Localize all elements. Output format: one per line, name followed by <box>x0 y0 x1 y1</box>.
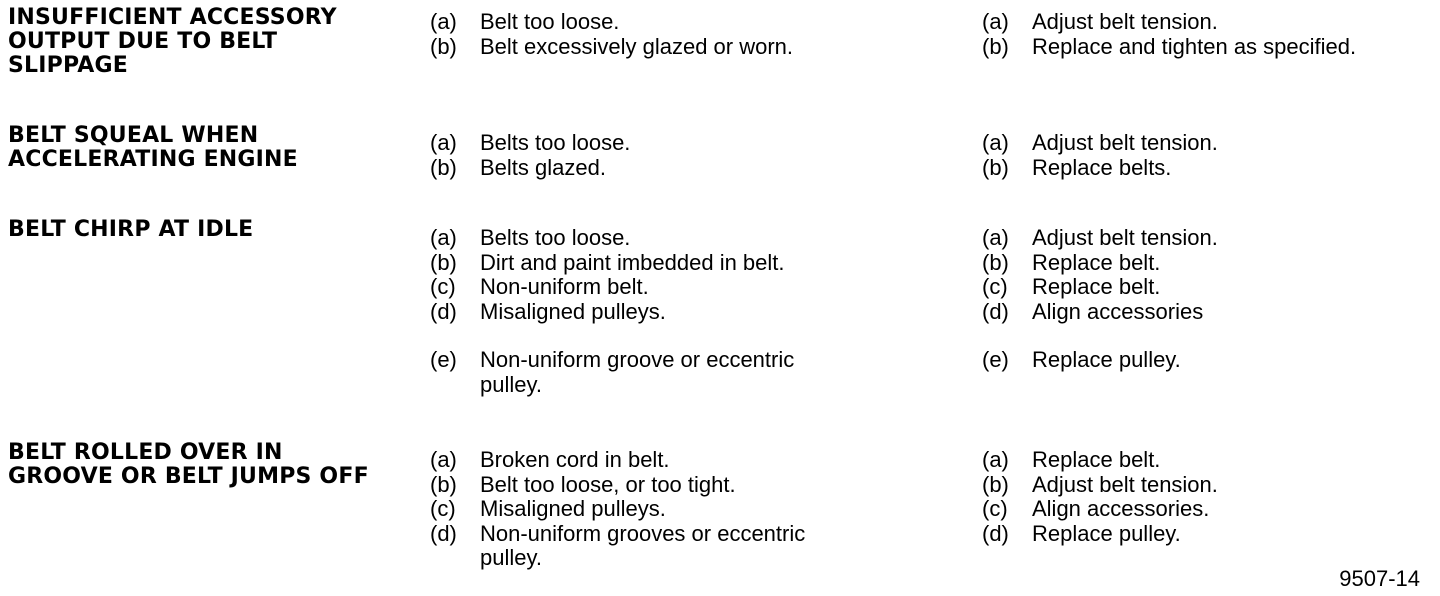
item-marker: (b) <box>430 249 457 275</box>
item-marker: (d) <box>982 298 1009 324</box>
cause-text: Broken cord in belt. <box>480 447 670 472</box>
correction-item <box>982 226 1432 251</box>
item-marker: (a) <box>982 447 1009 472</box>
cause-text: Belt too loose, or too tight. <box>480 471 736 497</box>
correction-item <box>982 300 1432 325</box>
item-marker: (a) <box>982 9 1009 34</box>
cause-item <box>430 131 950 156</box>
item-marker: (d) <box>430 298 457 324</box>
correction-text: Align accessories. <box>1032 496 1210 521</box>
correction-item <box>982 275 1432 300</box>
correction-item <box>982 251 1432 276</box>
item-marker: (d) <box>430 520 457 546</box>
cause-item <box>430 522 950 571</box>
correction-item <box>982 473 1432 498</box>
correction-item <box>982 10 1432 35</box>
correction-item <box>982 348 1432 373</box>
item-marker: (c) <box>430 274 456 299</box>
correction-text: Replace pulley. <box>1032 520 1181 546</box>
condition-heading: BELT ROLLED OVER IN GROOVE OR BELT JUMPS OFF <box>8 440 369 489</box>
correction-text: Align accessories <box>1032 298 1204 324</box>
cause-item <box>430 300 950 325</box>
correction-item <box>982 131 1432 156</box>
cause-item <box>430 348 950 397</box>
cause-text: Non-uniform groove or eccentric pulley. <box>480 347 795 397</box>
item-marker: (a) <box>430 225 457 250</box>
cause-item <box>430 251 950 276</box>
cause-item <box>430 275 950 300</box>
correction-text: Replace pulley. <box>1032 347 1181 372</box>
cause-list <box>430 226 950 397</box>
cause-text: Non-uniform belt. <box>480 274 649 299</box>
correction-text: Replace and tighten as specified. <box>1032 33 1357 59</box>
correction-item <box>982 522 1432 547</box>
cause-item <box>430 448 950 473</box>
cause-item <box>430 226 950 251</box>
item-marker: (b) <box>982 154 1009 180</box>
cause-item <box>430 10 950 35</box>
correction-item <box>982 448 1432 473</box>
cause-list <box>430 10 950 59</box>
item-marker: (a) <box>430 130 457 155</box>
item-marker: (b) <box>430 154 457 180</box>
condition-heading: BELT CHIRP AT IDLE <box>8 217 254 242</box>
item-marker: (a) <box>982 225 1009 250</box>
correction-text: Adjust belt tension. <box>1032 471 1218 497</box>
item-marker: (b) <box>982 471 1009 497</box>
cause-text: Belts too loose. <box>480 130 631 155</box>
correction-text: Adjust belt tension. <box>1032 225 1218 250</box>
cause-text: Belts too loose. <box>480 225 631 250</box>
cause-text: Misaligned pulleys. <box>480 496 666 521</box>
condition-heading: BELT SQUEAL WHEN ACCELERATING ENGINE <box>8 123 298 172</box>
cause-item <box>430 156 950 181</box>
correction-item <box>982 35 1432 60</box>
correction-item <box>982 156 1432 181</box>
cause-item <box>430 35 950 60</box>
item-marker: (c) <box>982 274 1008 299</box>
correction-list <box>982 226 1432 373</box>
item-marker: (e) <box>982 347 1009 372</box>
item-marker: (b) <box>982 33 1009 59</box>
item-marker: (e) <box>430 347 457 372</box>
correction-text: Replace belt. <box>1032 249 1161 275</box>
cause-text: Belt too loose. <box>480 9 620 34</box>
correction-list <box>982 448 1432 546</box>
correction-list <box>982 131 1432 180</box>
cause-text: Dirt and paint imbedded in belt. <box>480 249 785 275</box>
item-marker: (b) <box>430 471 457 497</box>
item-marker: (a) <box>430 447 457 472</box>
cause-text: Misaligned pulleys. <box>480 298 666 324</box>
correction-text: Replace belts. <box>1032 154 1172 180</box>
item-marker: (c) <box>430 496 456 521</box>
correction-text: Adjust belt tension. <box>1032 130 1218 155</box>
cause-list <box>430 131 950 180</box>
condition-heading: INSUFFICIENT ACCESSORY OUTPUT DUE TO BELT SLIPPAGE <box>8 5 337 78</box>
item-marker: (a) <box>430 9 457 34</box>
item-marker: (d) <box>982 520 1009 546</box>
figure-number: 9507-14 <box>1339 566 1420 591</box>
correction-text: Adjust belt tension. <box>1032 9 1218 34</box>
item-marker: (a) <box>982 130 1009 155</box>
cause-item <box>430 497 950 522</box>
item-marker: (b) <box>982 249 1009 275</box>
correction-text: Replace belt. <box>1032 447 1161 472</box>
cause-text: Non-uniform grooves or eccentric pulley. <box>480 520 806 570</box>
item-marker: (b) <box>430 33 457 59</box>
cause-list <box>430 448 950 571</box>
correction-text: Replace belt. <box>1032 274 1161 299</box>
cause-text: Belt excessively glazed or worn. <box>480 33 794 59</box>
correction-list <box>982 10 1432 59</box>
correction-item <box>982 497 1432 522</box>
cause-item <box>430 473 950 498</box>
item-marker: (c) <box>982 496 1008 521</box>
cause-text: Belts glazed. <box>480 154 606 180</box>
